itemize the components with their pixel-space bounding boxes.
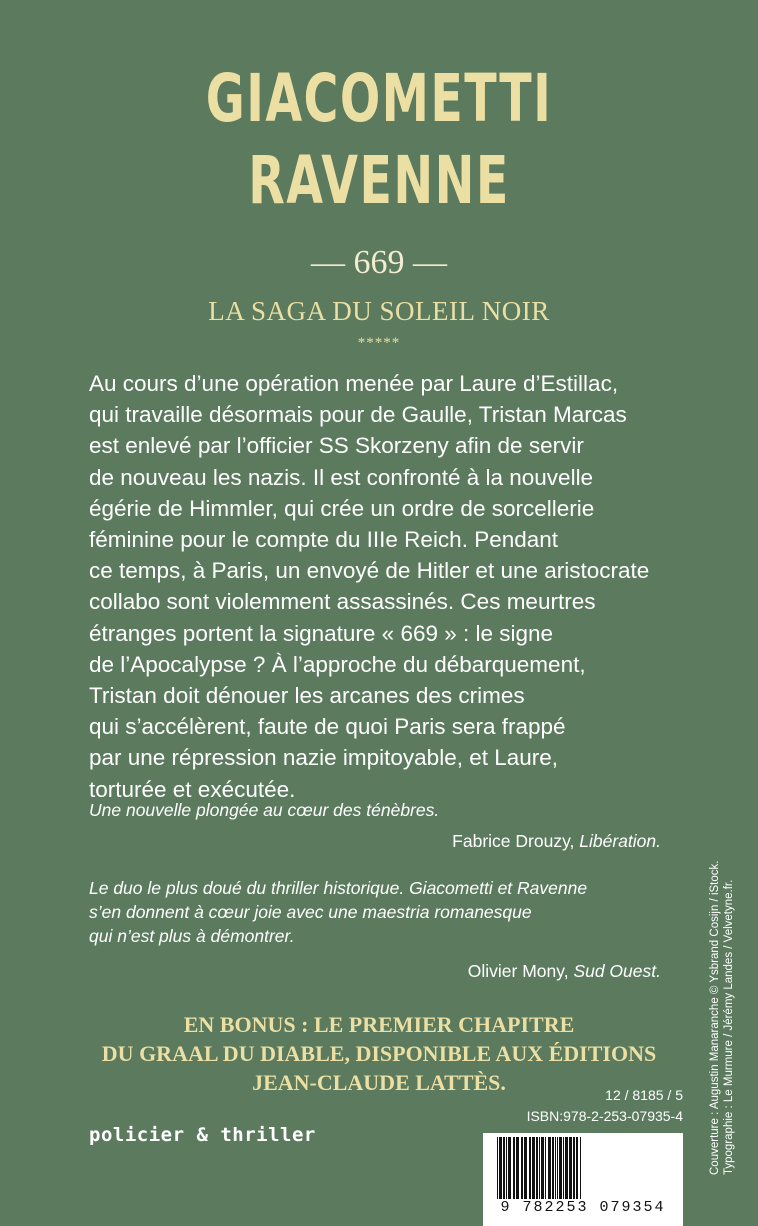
- barcode-bar: [503, 1137, 505, 1199]
- quote-line: Une nouvelle plongée au cœur des ténèbres.: [89, 800, 440, 820]
- quote-publication: Sud Ouest.: [573, 961, 661, 981]
- barcode-bar: [506, 1137, 507, 1199]
- barcode-bar: [552, 1137, 554, 1199]
- synopsis-line: de l’Apocalypse ? À l’approche du débarquement,: [89, 651, 586, 677]
- barcode-bar: [516, 1137, 519, 1199]
- synopsis-line: collabo sont violemment assassinés. Ces meurtres: [89, 589, 596, 615]
- synopsis-line: par une répression nazie impitoyable, et Laure,: [89, 745, 559, 771]
- author-name-ravenne: RAVENNE: [248, 142, 510, 219]
- barcode-bar: [524, 1137, 527, 1199]
- barcode-bar: [539, 1137, 540, 1199]
- barcode-bar: [573, 1137, 575, 1199]
- reference-code: 12 / 8185 / 5: [605, 1087, 683, 1103]
- bonus-line: DU GRAAL DU DIABLE, DISPONIBLE AUX ÉDITIONS: [101, 1041, 657, 1066]
- barcode-bar: [513, 1137, 515, 1199]
- quote-line: Le duo le plus doué du thriller historique. Giacometti et Ravenne: [89, 878, 588, 898]
- quote-line: qui n’est plus à démontrer.: [89, 926, 295, 946]
- barcode-bar: [565, 1137, 568, 1199]
- press-quote: [89, 876, 661, 948]
- quote-publication: Libération.: [579, 831, 661, 851]
- barcode-bar: [536, 1137, 538, 1199]
- barcode-bar: [557, 1137, 558, 1199]
- barcode-bar: [559, 1137, 562, 1199]
- barcode-bar: [497, 1137, 498, 1199]
- barcode-digits: 9 782253 079354: [483, 1199, 683, 1216]
- barcode-bar: [563, 1137, 564, 1199]
- barcode-bar: [521, 1137, 523, 1199]
- barcode-bar: [555, 1137, 556, 1199]
- book-title: — 669 —: [311, 244, 447, 281]
- bonus-banner: [0, 1010, 758, 1097]
- synopsis-line: féminine pour le compte du IIIe Reich. Pendant: [89, 527, 559, 553]
- quote-author: Fabrice Drouzy,: [452, 831, 575, 851]
- synopsis: [89, 368, 729, 805]
- barcode-bar: [529, 1137, 531, 1199]
- author-name-giacometti: GIACOMETTI: [205, 60, 553, 137]
- isbn: ISBN:978-2-253-07935-4: [526, 1108, 683, 1124]
- synopsis-line: est enlevé par l’officier SS Skorzeny afin de servir: [89, 433, 584, 459]
- synopsis-line: Au cours d’une opération menée par Laure d’Estillac,: [89, 371, 619, 396]
- synopsis-line: Tristan doit dénouer les arcanes des crimes: [89, 683, 525, 709]
- barcode-bars: [483, 1133, 683, 1203]
- synopsis-line: égérie de Himmler, qui crée un ordre de sorcellerie: [89, 495, 595, 521]
- bonus-line: EN BONUS : LE PREMIER CHAPITRE: [183, 1012, 575, 1037]
- separator-stars: *****: [357, 335, 401, 351]
- cover-credits: [708, 861, 736, 1175]
- bonus-line: JEAN-CLAUDE LATTÈS.: [252, 1070, 506, 1095]
- barcode-bar: [499, 1137, 502, 1199]
- synopsis-line: étranges portent la signature « 669 » : le signe: [89, 620, 554, 646]
- series-title: LA SAGA DU SOLEIL NOIR: [208, 296, 550, 326]
- quote-author: Olivier Mony,: [467, 961, 569, 981]
- credit-line: Couverture : Augustin Manaranche © Ysbrand Cosijn / iStock.: [709, 860, 721, 1175]
- press-quote: [89, 798, 661, 822]
- barcode: [483, 1133, 683, 1226]
- barcode-bar: [541, 1137, 544, 1199]
- collection-name: policier & thriller: [89, 1124, 316, 1146]
- barcode-bar: [576, 1137, 578, 1199]
- synopsis-line: de nouveau les nazis. Il est confronté à la nouvelle: [89, 464, 594, 490]
- synopsis-line: qui s’accélèrent, faute de quoi Paris sera frappé: [89, 714, 566, 740]
- barcode-bar: [580, 1137, 581, 1199]
- barcode-bar: [569, 1137, 572, 1199]
- synopsis-line: torturée et exécutée.: [89, 776, 296, 802]
- barcode-bar: [548, 1137, 551, 1199]
- synopsis-line: qui travaille désormais pour de Gaulle, Tristan Marcas: [89, 402, 627, 428]
- credit-line: Typographie : Le Murmure / Jérémy Landes / Velvetyne.fr.: [723, 879, 735, 1175]
- synopsis-line: ce temps, à Paris, un envoyé de Hitler et une aristocrate: [89, 558, 650, 584]
- quote-line: s’en donnent à cœur joie avec une maestria romanesque: [89, 902, 532, 922]
- barcode-bar: [532, 1137, 535, 1199]
- barcode-bar: [545, 1137, 546, 1199]
- quote-attribution: [452, 829, 661, 853]
- barcode-bar: [508, 1137, 511, 1199]
- quote-attribution: [468, 959, 661, 983]
